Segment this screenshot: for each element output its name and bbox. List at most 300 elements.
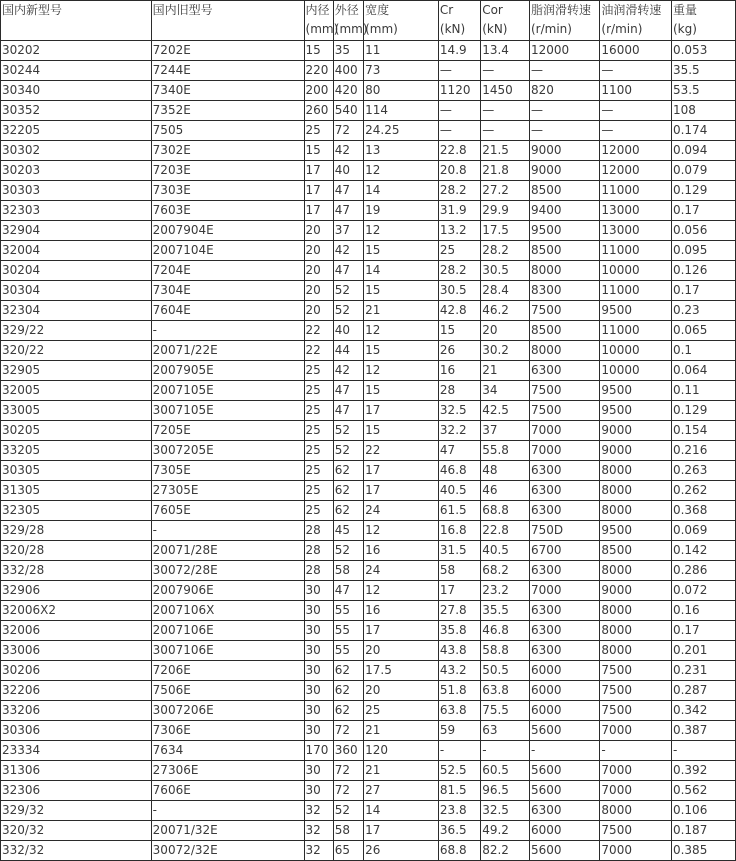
cell-cor: 30.5 (481, 261, 530, 281)
cell-inner-diameter: 30 (304, 641, 333, 661)
cell-new-model: 33005 (1, 401, 152, 421)
cell-cr: 36.5 (438, 821, 480, 841)
cell-new-model: 32305 (1, 501, 152, 521)
cell-grease-speed: 6700 (529, 541, 599, 561)
cell-inner-diameter: 25 (304, 121, 333, 141)
table-row (1, 261, 736, 281)
header-oil-speed (600, 1, 672, 41)
cell-weight: 0.079 (671, 161, 735, 181)
header-cor (481, 1, 530, 41)
cell-width: 17 (364, 821, 439, 841)
table-row (1, 281, 736, 301)
cell-new-model: 332/28 (1, 561, 152, 581)
cell-outer-diameter: 42 (333, 361, 363, 381)
cell-outer-diameter: 72 (333, 761, 363, 781)
cell-oil-speed: 13000 (600, 221, 672, 241)
cell-cor: 21 (481, 361, 530, 381)
header-label: Cr (439, 3, 454, 17)
cell-outer-diameter: 47 (333, 201, 363, 221)
cell-new-model: 30204 (1, 261, 152, 281)
cell-grease-speed: 8500 (529, 321, 599, 341)
cell-cr: 27.8 (438, 601, 480, 621)
header-label: 国内旧型号 (152, 3, 213, 17)
cell-cor: 75.5 (481, 701, 530, 721)
cell-weight: 0.286 (671, 561, 735, 581)
cell-outer-diameter: 55 (333, 621, 363, 641)
cell-oil-speed: — (600, 101, 672, 121)
cell-oil-speed: 9500 (600, 521, 672, 541)
cell-old-model: 2007106E (151, 621, 304, 641)
cell-grease-speed: 8000 (529, 261, 599, 281)
table-row (1, 821, 736, 841)
header-label: 国内新型号 (2, 3, 63, 17)
cell-grease-speed: 8500 (529, 181, 599, 201)
cell-grease-speed: 7500 (529, 301, 599, 321)
cell-outer-diameter: 40 (333, 161, 363, 181)
cell-inner-diameter: 22 (304, 321, 333, 341)
cell-outer-diameter: 62 (333, 661, 363, 681)
cell-new-model: 32004 (1, 241, 152, 261)
cell-weight: 0.368 (671, 501, 735, 521)
cell-old-model: 7203E (151, 161, 304, 181)
cell-cor: — (481, 101, 530, 121)
cell-cr: 16 (438, 361, 480, 381)
cell-outer-diameter: 62 (333, 701, 363, 721)
cell-weight: 0.262 (671, 481, 735, 501)
header-label: Cor (482, 3, 503, 17)
cell-cr: 52.5 (438, 761, 480, 781)
cell-old-model: 7606E (151, 781, 304, 801)
table-row (1, 761, 736, 781)
cell-cr: — (438, 61, 480, 81)
cell-grease-speed: 7500 (529, 381, 599, 401)
table-row (1, 581, 736, 601)
cell-width: 15 (364, 421, 439, 441)
cell-weight: 0.106 (671, 801, 735, 821)
cell-inner-diameter: 17 (304, 181, 333, 201)
cell-old-model: - (151, 521, 304, 541)
cell-cr: 51.8 (438, 681, 480, 701)
cell-width: 26 (364, 841, 439, 861)
cell-weight: 0.392 (671, 761, 735, 781)
cell-oil-speed: 13000 (600, 201, 672, 221)
cell-grease-speed: 6300 (529, 481, 599, 501)
cell-oil-speed: 9000 (600, 441, 672, 461)
table-row (1, 421, 736, 441)
cell-cr: 20.8 (438, 161, 480, 181)
cell-old-model: 2007905E (151, 361, 304, 381)
cell-outer-diameter: 47 (333, 581, 363, 601)
cell-oil-speed: 7000 (600, 721, 672, 741)
cell-cor: 29.9 (481, 201, 530, 221)
cell-oil-speed: 9500 (600, 301, 672, 321)
cell-old-model: 2007106X (151, 601, 304, 621)
cell-cr: 43.8 (438, 641, 480, 661)
cell-inner-diameter: 30 (304, 781, 333, 801)
cell-outer-diameter: 400 (333, 61, 363, 81)
cell-old-model: 7352E (151, 101, 304, 121)
cell-cr: 59 (438, 721, 480, 741)
table-row (1, 61, 736, 81)
cell-inner-diameter: 200 (304, 81, 333, 101)
cell-old-model: 2007904E (151, 221, 304, 241)
cell-weight: 0.1 (671, 341, 735, 361)
cell-width: 21 (364, 301, 439, 321)
cell-grease-speed: — (529, 61, 599, 81)
cell-old-model: 7605E (151, 501, 304, 521)
cell-cor: 30.2 (481, 341, 530, 361)
cell-cor: 42.5 (481, 401, 530, 421)
cell-cor: 17.5 (481, 221, 530, 241)
cell-cr: 31.9 (438, 201, 480, 221)
table-row (1, 241, 736, 261)
cell-new-model: 30352 (1, 101, 152, 121)
table-row (1, 841, 736, 861)
cell-new-model: 32303 (1, 201, 152, 221)
cell-new-model: 32006X2 (1, 601, 152, 621)
cell-oil-speed: 7500 (600, 701, 672, 721)
cell-width: 24 (364, 501, 439, 521)
cell-new-model: 32304 (1, 301, 152, 321)
cell-new-model: 32906 (1, 581, 152, 601)
cell-cor: 22.8 (481, 521, 530, 541)
cell-old-model: 7244E (151, 61, 304, 81)
cell-old-model: 7305E (151, 461, 304, 481)
cell-oil-speed: — (600, 121, 672, 141)
cell-oil-speed: 10000 (600, 261, 672, 281)
table-row (1, 141, 736, 161)
cell-grease-speed: - (529, 741, 599, 761)
cell-cr: 35.8 (438, 621, 480, 641)
header-unit: (kN) (439, 22, 466, 36)
cell-cor: 68.2 (481, 561, 530, 581)
table-row (1, 521, 736, 541)
table-row (1, 801, 736, 821)
header-cr (438, 1, 480, 41)
cell-cor: 68.8 (481, 501, 530, 521)
cell-cor: 63 (481, 721, 530, 741)
cell-oil-speed: 8000 (600, 481, 672, 501)
cell-outer-diameter: 52 (333, 281, 363, 301)
cell-outer-diameter: 62 (333, 481, 363, 501)
cell-grease-speed: 6300 (529, 601, 599, 621)
table-row (1, 701, 736, 721)
cell-oil-speed: 8000 (600, 501, 672, 521)
cell-cor: 63.8 (481, 681, 530, 701)
cell-cr: 14.9 (438, 41, 480, 61)
cell-weight: 0.056 (671, 221, 735, 241)
cell-cor: 50.5 (481, 661, 530, 681)
cell-width: 17 (364, 461, 439, 481)
cell-cr: 32.2 (438, 421, 480, 441)
cell-cr: — (438, 101, 480, 121)
cell-old-model: 7304E (151, 281, 304, 301)
cell-oil-speed: 8000 (600, 461, 672, 481)
cell-inner-diameter: 28 (304, 541, 333, 561)
cell-cor: 13.4 (481, 41, 530, 61)
cell-new-model: 31306 (1, 761, 152, 781)
cell-grease-speed: 6300 (529, 361, 599, 381)
cell-new-model: 30303 (1, 181, 152, 201)
cell-width: 20 (364, 641, 439, 661)
cell-new-model: 32006 (1, 621, 152, 641)
header-unit: (kg) (672, 22, 697, 36)
cell-inner-diameter: 20 (304, 301, 333, 321)
cell-old-model: 7340E (151, 81, 304, 101)
cell-outer-diameter: 42 (333, 241, 363, 261)
cell-outer-diameter: 52 (333, 541, 363, 561)
cell-cor: 28.2 (481, 241, 530, 261)
table-row (1, 741, 736, 761)
cell-oil-speed: 8000 (600, 601, 672, 621)
cell-new-model: 30203 (1, 161, 152, 181)
cell-width: 17 (364, 401, 439, 421)
header-grease-speed (529, 1, 599, 41)
cell-oil-speed: 12000 (600, 141, 672, 161)
header-width (364, 1, 439, 41)
table-row (1, 341, 736, 361)
cell-cor: 34 (481, 381, 530, 401)
table-row (1, 721, 736, 741)
cell-oil-speed: 7000 (600, 761, 672, 781)
cell-width: 12 (364, 521, 439, 541)
cell-new-model: 32904 (1, 221, 152, 241)
table-row (1, 621, 736, 641)
cell-grease-speed: 12000 (529, 41, 599, 61)
cell-weight: - (671, 741, 735, 761)
cell-old-model: 20071/28E (151, 541, 304, 561)
cell-inner-diameter: 30 (304, 681, 333, 701)
cell-old-model: 7306E (151, 721, 304, 741)
cell-oil-speed: 8000 (600, 641, 672, 661)
header-outer-diameter (333, 1, 368, 41)
header-unit: (r/min) (530, 22, 572, 36)
cell-inner-diameter: 30 (304, 661, 333, 681)
cell-cor: 82.2 (481, 841, 530, 861)
cell-weight: 0.129 (671, 181, 735, 201)
cell-old-model: 3007105E (151, 401, 304, 421)
header-unit: (mm) (365, 22, 398, 36)
cell-oil-speed: 11000 (600, 241, 672, 261)
cell-cor: 37 (481, 421, 530, 441)
cell-outer-diameter: 47 (333, 181, 363, 201)
cell-old-model: 20071/22E (151, 341, 304, 361)
cell-grease-speed: 6000 (529, 701, 599, 721)
cell-cr: 17 (438, 581, 480, 601)
cell-cor: — (481, 61, 530, 81)
cell-weight: 35.5 (671, 61, 735, 81)
cell-oil-speed: - (600, 741, 672, 761)
table-row (1, 681, 736, 701)
cell-weight: 0.287 (671, 681, 735, 701)
cell-oil-speed: 11000 (600, 181, 672, 201)
cell-outer-diameter: 55 (333, 601, 363, 621)
cell-weight: 0.342 (671, 701, 735, 721)
cell-inner-diameter: 32 (304, 821, 333, 841)
cell-oil-speed: 7500 (600, 821, 672, 841)
cell-cr: 15 (438, 321, 480, 341)
cell-inner-diameter: 30 (304, 701, 333, 721)
cell-weight: 0.065 (671, 321, 735, 341)
cell-weight: 0.23 (671, 301, 735, 321)
cell-outer-diameter: 72 (333, 781, 363, 801)
cell-old-model: 30072/32E (151, 841, 304, 861)
cell-new-model: 33006 (1, 641, 152, 661)
cell-cor: 60.5 (481, 761, 530, 781)
cell-old-model: 7204E (151, 261, 304, 281)
cell-new-model: 320/32 (1, 821, 152, 841)
cell-grease-speed: 5600 (529, 841, 599, 861)
cell-inner-diameter: 25 (304, 461, 333, 481)
cell-cr: 46.8 (438, 461, 480, 481)
cell-weight: 0.385 (671, 841, 735, 861)
cell-grease-speed: 6300 (529, 621, 599, 641)
table-row (1, 441, 736, 461)
cell-new-model: 30202 (1, 41, 152, 61)
cell-new-model: 329/32 (1, 801, 152, 821)
cell-outer-diameter: 420 (333, 81, 363, 101)
cell-width: 12 (364, 161, 439, 181)
cell-grease-speed: 7000 (529, 421, 599, 441)
table-row (1, 641, 736, 661)
cell-weight: 0.069 (671, 521, 735, 541)
cell-cr: 30.5 (438, 281, 480, 301)
cell-grease-speed: 750D (529, 521, 599, 541)
cell-new-model: 320/28 (1, 541, 152, 561)
table-row (1, 101, 736, 121)
header-inner-diameter (304, 1, 339, 41)
cell-weight: 0.562 (671, 781, 735, 801)
cell-cr: 63.8 (438, 701, 480, 721)
cell-cor: — (481, 121, 530, 141)
cell-weight: 0.17 (671, 201, 735, 221)
cell-inner-diameter: 25 (304, 481, 333, 501)
cell-oil-speed: 10000 (600, 341, 672, 361)
cell-grease-speed: 5600 (529, 781, 599, 801)
cell-inner-diameter: 15 (304, 141, 333, 161)
cell-inner-diameter: 15 (304, 41, 333, 61)
cell-weight: 108 (671, 101, 735, 121)
header-unit: (kN) (482, 22, 508, 36)
cell-weight: 0.129 (671, 401, 735, 421)
cell-width: 14 (364, 801, 439, 821)
cell-new-model: 30340 (1, 81, 152, 101)
cell-new-model: 30206 (1, 661, 152, 681)
cell-oil-speed: 1100 (600, 81, 672, 101)
cell-grease-speed: 6000 (529, 681, 599, 701)
cell-weight: 0.201 (671, 641, 735, 661)
cell-oil-speed: 9500 (600, 401, 672, 421)
cell-grease-speed: 5600 (529, 721, 599, 741)
cell-cr: 16.8 (438, 521, 480, 541)
cell-grease-speed: 6300 (529, 561, 599, 581)
header-new-model (1, 1, 152, 41)
cell-outer-diameter: 62 (333, 461, 363, 481)
cell-width: 20 (364, 681, 439, 701)
cell-weight: 0.094 (671, 141, 735, 161)
cell-width: 17 (364, 621, 439, 641)
cell-inner-diameter: 30 (304, 761, 333, 781)
cell-outer-diameter: 65 (333, 841, 363, 861)
cell-old-model: - (151, 321, 304, 341)
cell-new-model: 32306 (1, 781, 152, 801)
cell-oil-speed: 7500 (600, 681, 672, 701)
cell-old-model: 7603E (151, 201, 304, 221)
cell-width: 12 (364, 321, 439, 341)
cell-oil-speed: 11000 (600, 321, 672, 341)
cell-cr: 81.5 (438, 781, 480, 801)
cell-new-model: 33206 (1, 701, 152, 721)
cell-weight: 0.053 (671, 41, 735, 61)
cell-cr: 28.2 (438, 261, 480, 281)
cell-new-model: 32005 (1, 381, 152, 401)
cell-width: 14 (364, 181, 439, 201)
cell-old-model: - (151, 801, 304, 821)
cell-width: 19 (364, 201, 439, 221)
cell-width: 15 (364, 381, 439, 401)
cell-cor: 28.4 (481, 281, 530, 301)
cell-inner-diameter: 28 (304, 561, 333, 581)
cell-new-model: 30305 (1, 461, 152, 481)
table-row (1, 781, 736, 801)
header-unit: (mm) (305, 22, 339, 36)
cell-weight: 53.5 (671, 81, 735, 101)
cell-new-model: 30302 (1, 141, 152, 161)
cell-width: 24 (364, 561, 439, 581)
cell-inner-diameter: 32 (304, 841, 333, 861)
cell-weight: 0.174 (671, 121, 735, 141)
cell-cr: 25 (438, 241, 480, 261)
cell-cor: 27.2 (481, 181, 530, 201)
cell-old-model: 3007106E (151, 641, 304, 661)
cell-grease-speed: — (529, 101, 599, 121)
cell-grease-speed: 6300 (529, 801, 599, 821)
cell-width: 25 (364, 701, 439, 721)
table-row (1, 301, 736, 321)
cell-cor: 40.5 (481, 541, 530, 561)
cell-cr: 68.8 (438, 841, 480, 861)
table-row (1, 401, 736, 421)
cell-width: 27 (364, 781, 439, 801)
cell-cor: 46.2 (481, 301, 530, 321)
cell-cor: 32.5 (481, 801, 530, 821)
cell-cr: 61.5 (438, 501, 480, 521)
table-row (1, 461, 736, 481)
cell-oil-speed: 8000 (600, 621, 672, 641)
cell-width: 80 (364, 81, 439, 101)
cell-cr: 31.5 (438, 541, 480, 561)
cell-cr: 28 (438, 381, 480, 401)
cell-new-model: 33205 (1, 441, 152, 461)
cell-weight: 0.387 (671, 721, 735, 741)
cell-width: 21 (364, 761, 439, 781)
cell-new-model: 23334 (1, 741, 152, 761)
cell-oil-speed: 7000 (600, 841, 672, 861)
cell-weight: 0.072 (671, 581, 735, 601)
cell-new-model: 332/32 (1, 841, 152, 861)
cell-grease-speed: 6300 (529, 501, 599, 521)
cell-cor: 35.5 (481, 601, 530, 621)
header-label: 重量 (672, 3, 697, 17)
cell-cor: 48 (481, 461, 530, 481)
cell-outer-diameter: 72 (333, 121, 363, 141)
cell-inner-diameter: 25 (304, 501, 333, 521)
cell-old-model: 2007105E (151, 381, 304, 401)
cell-cr: 23.8 (438, 801, 480, 821)
cell-grease-speed: 8000 (529, 341, 599, 361)
cell-old-model: 7506E (151, 681, 304, 701)
cell-outer-diameter: 45 (333, 521, 363, 541)
